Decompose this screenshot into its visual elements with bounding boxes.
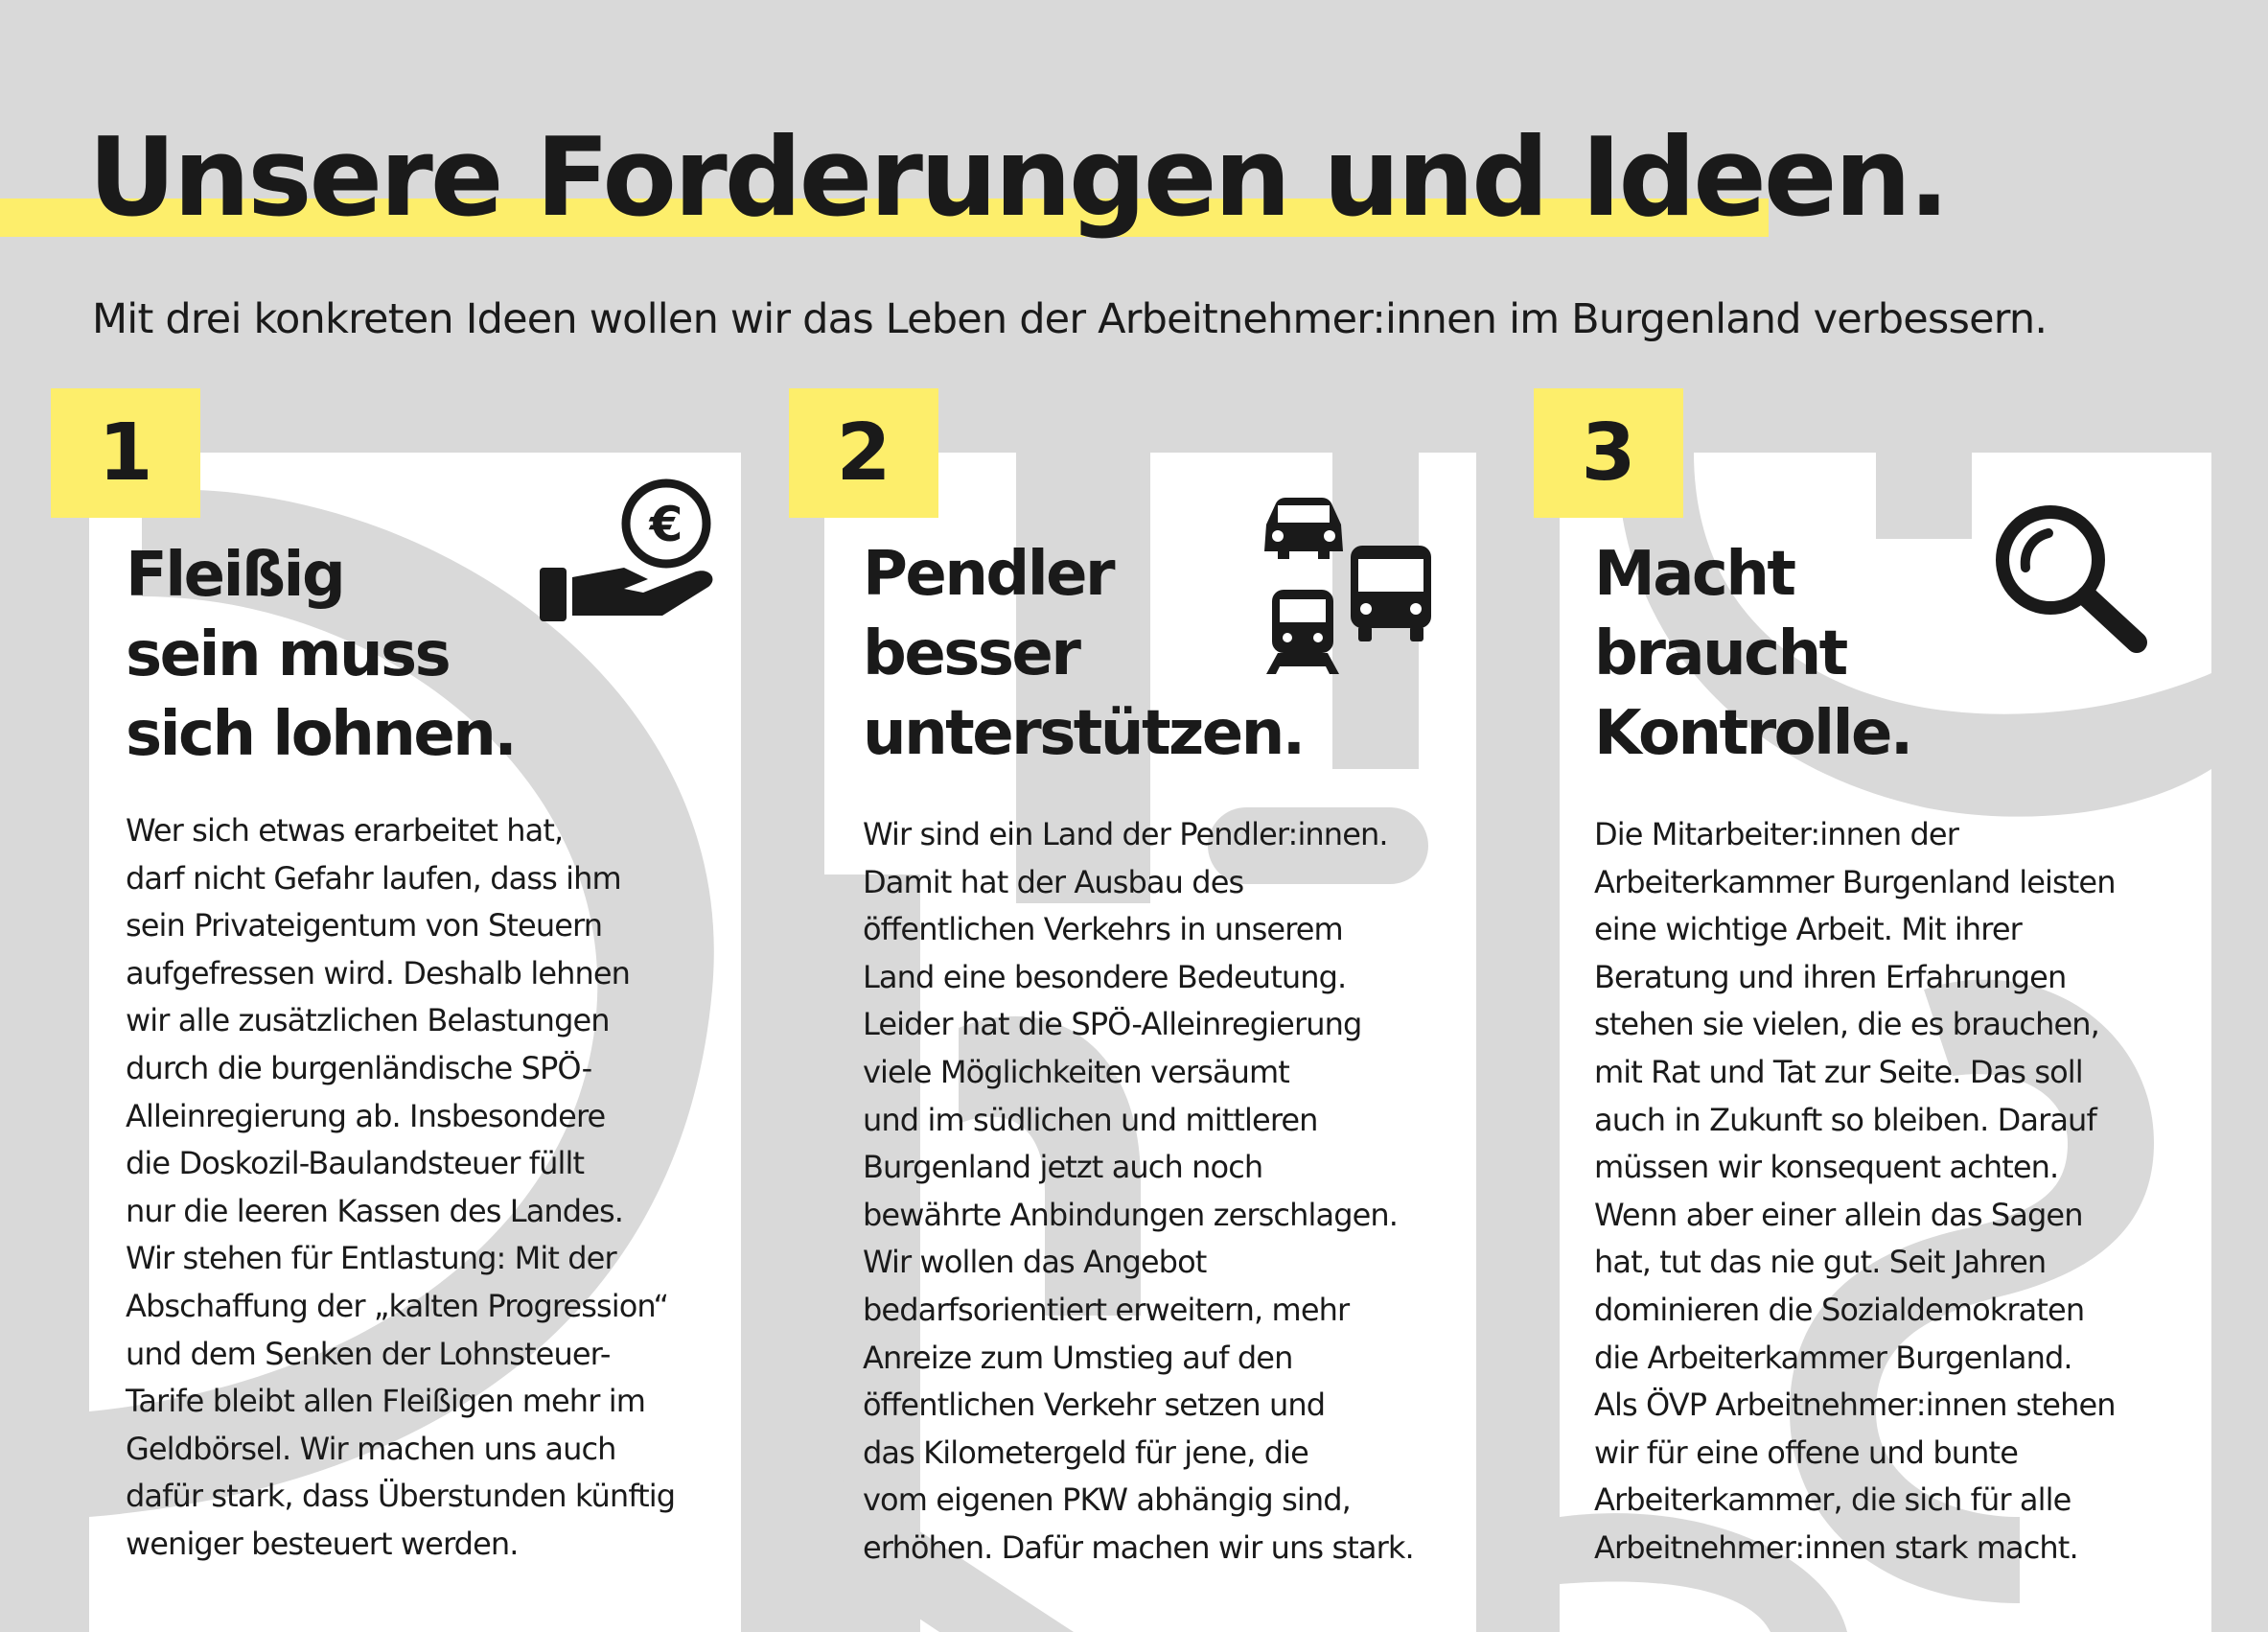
card-number: 3 <box>1581 408 1636 499</box>
card-number-badge <box>789 388 938 518</box>
title-block <box>0 114 1947 241</box>
card-number-badge <box>1534 388 1683 518</box>
page-title: Unsere Forderungen und Ideen. <box>88 114 1947 241</box>
card-number: 2 <box>836 408 891 499</box>
page-subtitle: Mit drei konkreten Ideen wollen wir das Leben der Arbeitnehmer:innen im Burgenland verbessern. <box>92 295 2048 343</box>
card-body-text: Die Mitarbeiter:innen der Arbeiterkammer Burgenland leisten eine wichtige Arbeit. Mit ihrer Beratung und ihren Erfahrungen stehen sie vielen, die es brauchen, mit Rat und Tat zur Seite. Das soll auch in Zukunft so bleiben. Darauf müssen wir konsequent achten. Wenn aber einer allein das Sagen hat, tut das nie gut. Seit Jahren dominieren die Sozialdemokraten die Arbeiterkammer Burgenland. Als ÖVP Arbeitnehmer:innen stehen wir für eine offene und bunte Arbeiterkammer, die sich für alle Arbeitnehmer:innen stark macht. <box>1594 816 2116 1566</box>
train-icon <box>1266 590 1339 674</box>
transport-car-bus-train-icon <box>1251 496 1433 678</box>
card-number: 1 <box>98 408 153 499</box>
card-heading: Pendler besser unterstützen. <box>863 539 1304 769</box>
card-heading: Macht braucht Kontrolle. <box>1594 539 1911 769</box>
card-1 <box>89 453 741 1632</box>
card-heading: Fleißig sein muss sich lohnen. <box>126 540 516 770</box>
car-icon <box>1264 498 1343 559</box>
svg-text:€: € <box>649 497 683 552</box>
magnifying-glass-icon <box>1991 501 2154 654</box>
card-body-text: Wir sind ein Land der Pendler:innen. Damit hat der Ausbau des öffentlichen Verkehrs in unserem Land eine besondere Bedeutung. Leider hat die SPÖ-Alleinregierung viele Möglichkeiten versäumt und im südlichen und mittleren Burgenland jetzt auch noch bewährte Anbindungen zerschlagen. Wir wollen das Angebot bedarfsorientiert erweitern, mehr Anreize zum Umstieg auf den öffentlichen Verkehr setzen und das Kilometergeld für jene, die vom eigenen PKW abhängig sind, erhöhen. Dafür machen wir uns stark. <box>863 816 1414 1566</box>
card-2 <box>824 453 1476 1632</box>
card-3 <box>1560 453 2211 1632</box>
bus-icon <box>1351 546 1431 641</box>
card-number-badge <box>51 388 200 518</box>
hand-with-euro-coin-icon <box>528 472 720 640</box>
card-body-text: Wer sich etwas erarbeitet hat, darf nicht Gefahr laufen, dass ihm sein Privateigentum von Steuern aufgefressen wird. Deshalb lehnen wir alle zusätzlichen Belastungen durch die burgenländische SPÖ- Alleinregierung ab. Insbesondere die Doskozil-Baulandsteuer füllt nur die leeren Kassen des Landes. Wir stehen für Entlastung: Mit der Abschaffung der „kalten Progression“ und dem Senken der Lohnsteuer- Tarife bleibt allen Fleißigen mehr im Geldbörsel. Wir machen uns auch dafür stark, dass Überstunden künftig weniger besteuert werden. <box>126 812 676 1562</box>
